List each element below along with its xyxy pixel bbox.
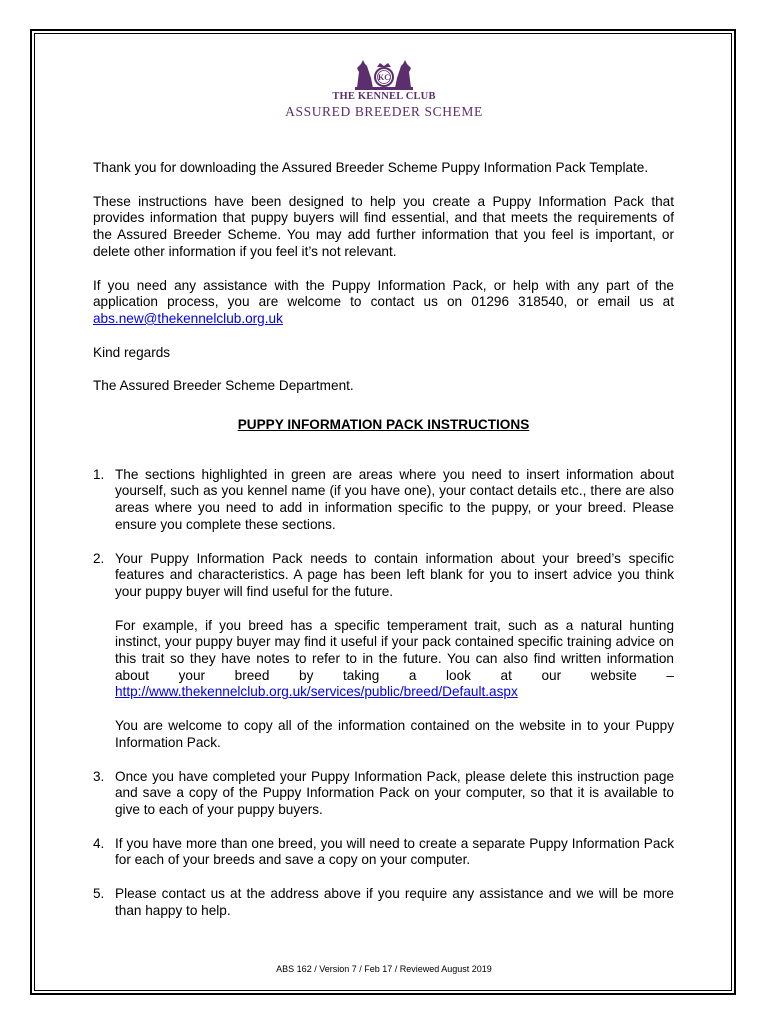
signoff: The Assured Breeder Scheme Department. (93, 378, 354, 394)
list-number: 4. (93, 835, 105, 851)
instruction-text: Your Puppy Information Pack needs to contain information about your breed’s specific features and characteristics. A page has been left blank for you to insert advice you think your puppy buyer will find useful for the future. (115, 550, 674, 599)
kennel-club-emblem-icon (353, 58, 415, 90)
instruction-text: Once you have completed your Puppy Information Pack, please delete this instruction page and save a copy of the Puppy Information Pack on your computer, so that it is available to give to each of your puppy buyers. (115, 768, 674, 817)
list-item (93, 467, 674, 534)
instruction-text: If you have more than one breed, you will need to create a separate Puppy Information Pack for each of your breeds and save a copy on your computer. (115, 835, 674, 868)
intro-paragraph-2: These instructions have been designed to help you create a Puppy Information Pack that provides information that puppy buyers will find essential, and that meets the requirements of the Assured Breeder Scheme. You may add further information that you feel is important, or delete other information if you feel it’s not relevant. (93, 193, 674, 259)
list-item (93, 836, 674, 869)
intro-paragraph-1: Thank you for downloading the Assured Breeder Scheme Puppy Information Pack Template. (93, 160, 649, 175)
list-number: 5. (93, 886, 105, 902)
list-number: 3. (93, 768, 105, 784)
breed-info-link[interactable]: http://www.thekennelclub.org.uk/services/public/breed/Default.aspx (115, 684, 518, 700)
instruction-text (115, 618, 674, 702)
kind-regards: Kind regards (93, 344, 171, 360)
logo-club-name: THE KENNEL CLUB (332, 91, 436, 102)
list-item (93, 886, 674, 919)
list-number: 2. (93, 550, 105, 566)
list-item (93, 769, 674, 819)
instruction-text: You are welcome to copy all of the information contained on the website in to your Puppy Information Pack. (115, 718, 674, 750)
email-link[interactable]: abs.new@thekennelclub.org.uk (93, 310, 283, 326)
contact-text: If you need any assistance with the Puppy Information Pack, or help with any part of the application process, you are welcome to contact us on 01296 318540, or email us at (93, 277, 674, 310)
list-number: 1. (93, 466, 105, 482)
example-text: For example, if you breed has a specific temperament trait, such as a natural hunting instinct, your puppy buyer may find it useful if your pack contained specific training advice on this trait so they have notes to refer to in the future. You can also find written information about your breed by taking a look at our website – (115, 617, 674, 683)
instructions-list (93, 467, 674, 920)
logo-scheme-name: ASSURED BREEDER SCHEME (285, 104, 483, 119)
instruction-text: The sections highlighted in green are areas where you need to insert information about yourself, such as you kennel name (if you have one), your contact details etc., there are also areas where you need to add in information specific to the puppy, or your breed. Please ensure you complete these sections. (115, 466, 674, 532)
list-item (93, 551, 674, 752)
emblem-monogram: KC (378, 73, 390, 82)
document-footer: ABS 162 / Version 7 / Feb 17 / Reviewed August 2019 (276, 964, 492, 974)
instructions-heading: PUPPY INFORMATION PACK INSTRUCTIONS (237, 417, 530, 433)
instruction-text: Please contact us at the address above if you require any assistance and we will be more than happy to help. (115, 886, 674, 918)
document-body (93, 160, 674, 937)
intro-paragraph-3 (93, 278, 674, 328)
kennel-club-logo (284, 58, 484, 130)
